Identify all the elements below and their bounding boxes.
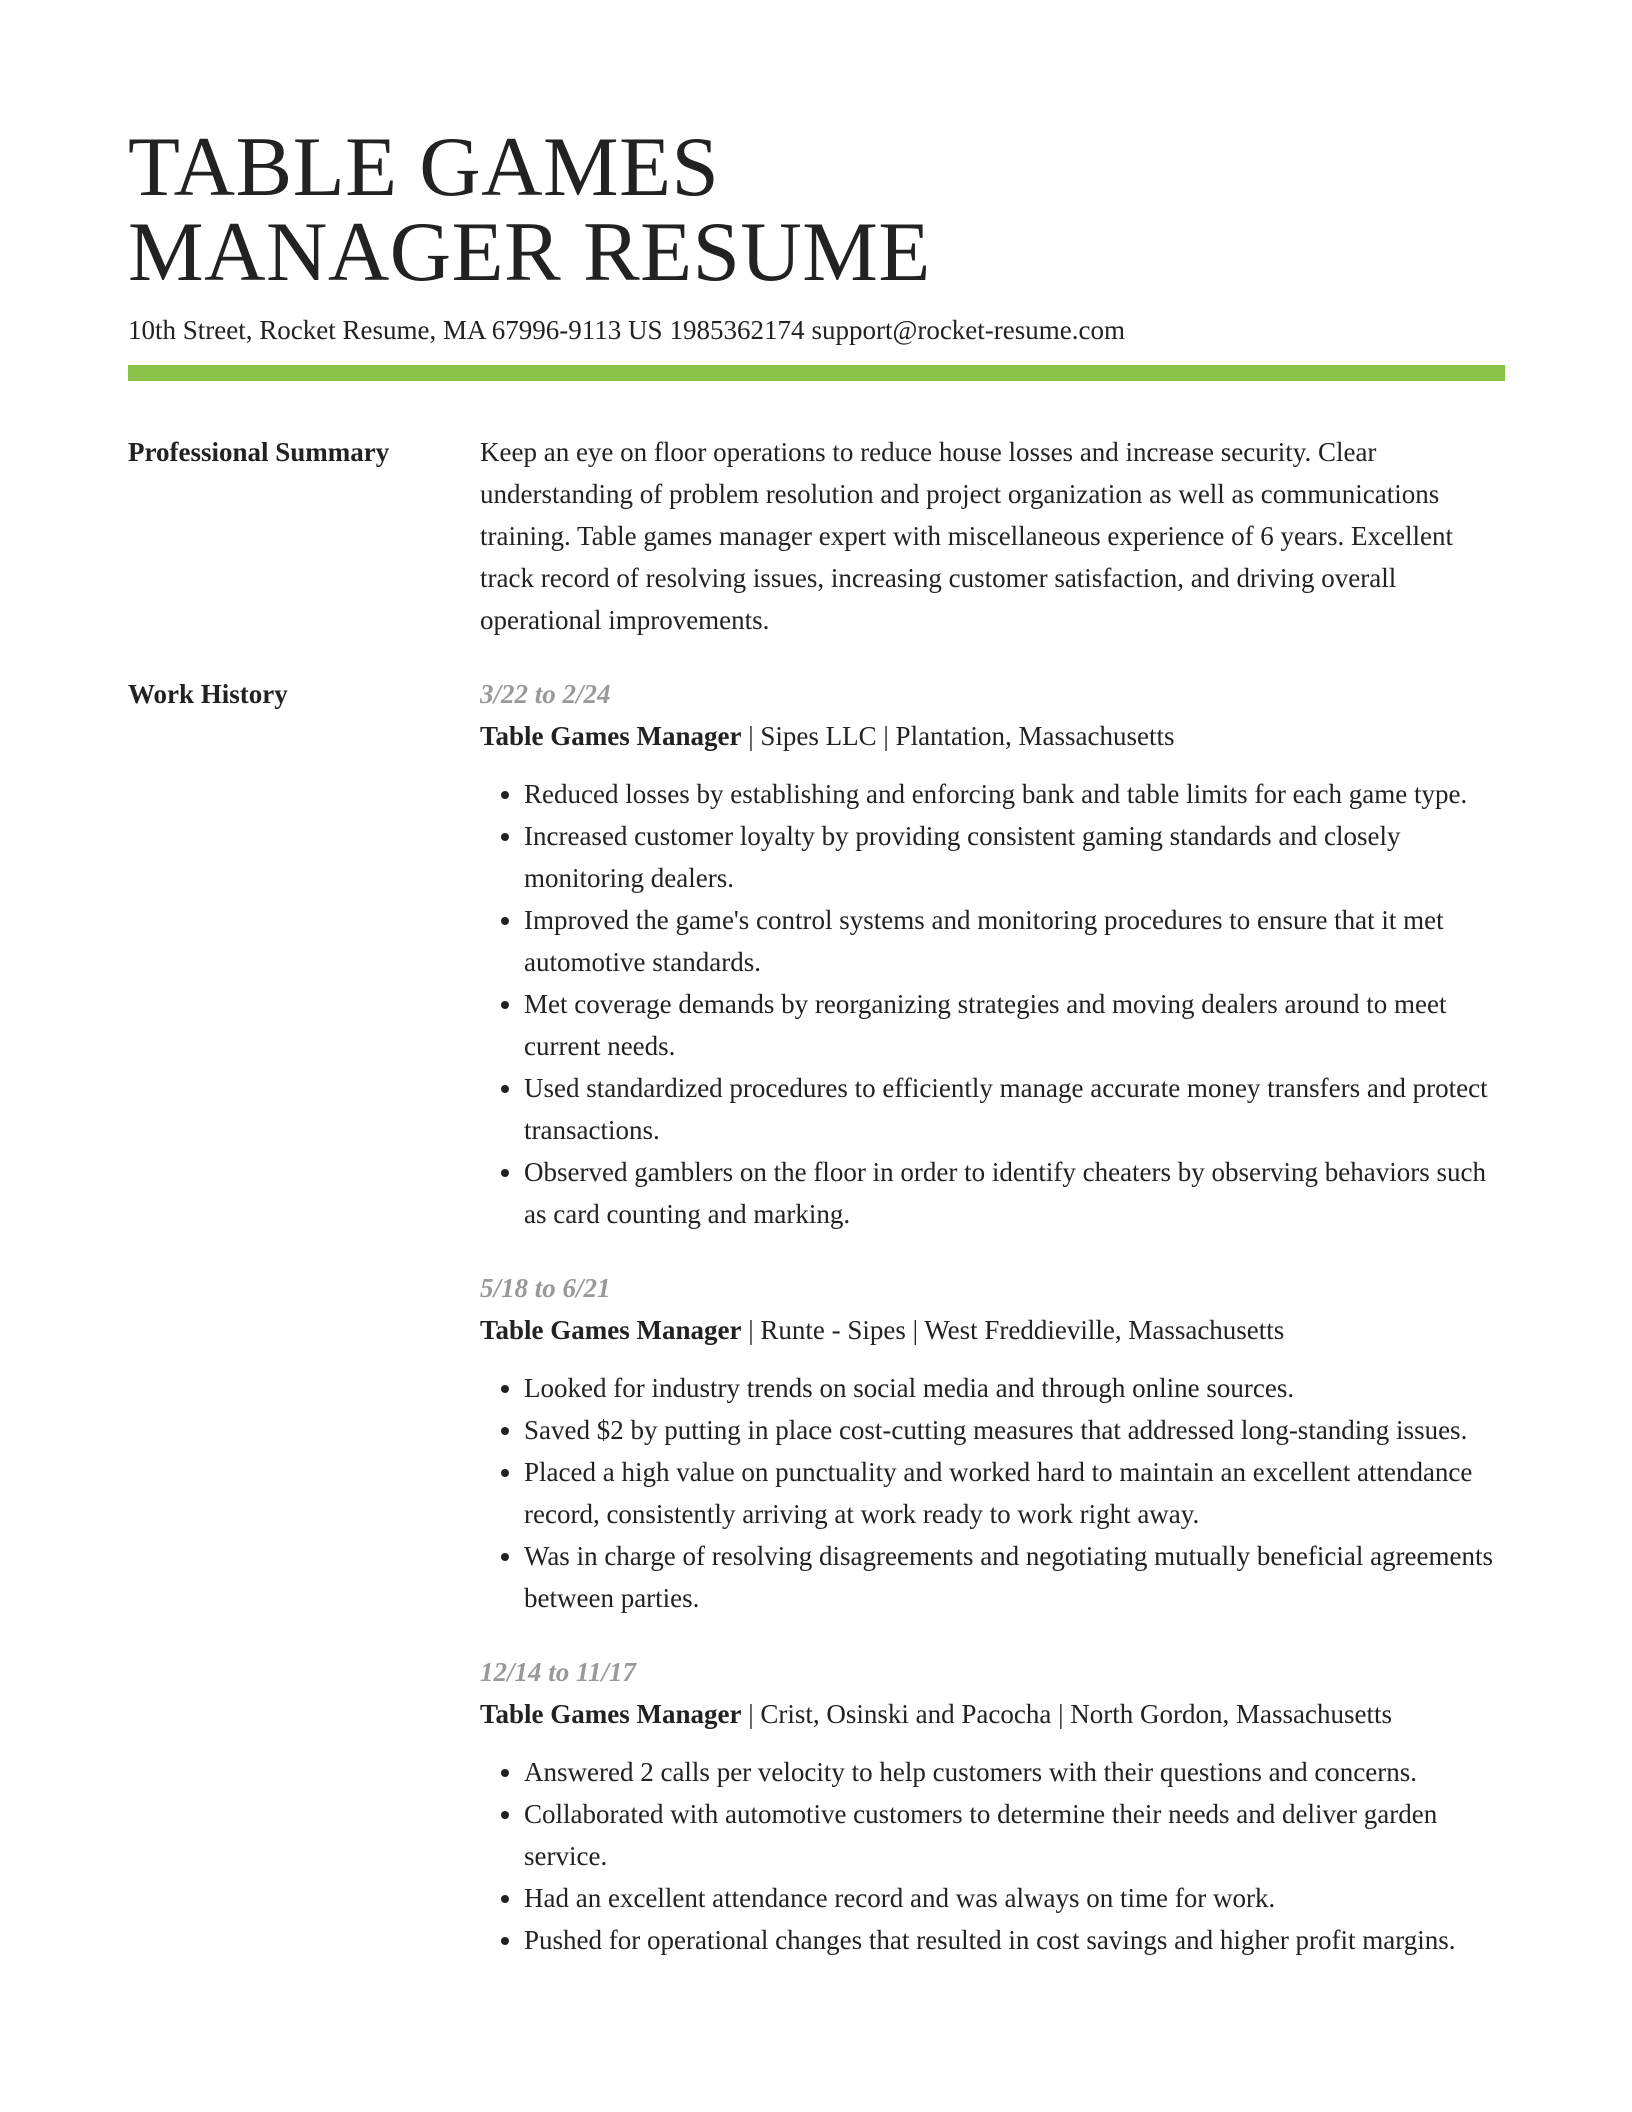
job-dates: 5/18 to 6/21 <box>480 1273 611 1303</box>
job-bullets <box>480 1367 1505 1619</box>
job-heading <box>480 1693 1505 1735</box>
job-entry <box>480 1651 1505 1961</box>
job-bullets <box>480 773 1505 1235</box>
job-bullet: • Collaborated with automotive customers to determine their needs and deliver garden service. <box>524 1793 1505 1877</box>
work-history-body <box>480 673 1505 1961</box>
job-heading <box>480 715 1505 757</box>
job-bullet: • Improved the game's control systems and monitoring procedures to ensure that it met automotive standards. <box>524 899 1505 983</box>
resume-page <box>128 120 1505 1961</box>
job-dates: 3/22 to 2/24 <box>480 679 611 709</box>
work-history-section <box>128 673 1505 1961</box>
job-entry <box>480 673 1505 1235</box>
job-dates: 12/14 to 11/17 <box>480 1657 637 1687</box>
job-bullets <box>480 1751 1505 1961</box>
job-title: Table Games Manager <box>480 721 742 751</box>
job-bullet: • Used standardized procedures to efficiently manage accurate money transfers and protect transactions. <box>524 1067 1505 1151</box>
job-title: Table Games Manager <box>480 1315 742 1345</box>
contact-email: support@rocket-resume.com <box>811 315 1125 345</box>
job-bullet: • Answered 2 calls per velocity to help customers with their questions and concerns. <box>524 1751 1505 1793</box>
contact-line <box>128 313 1505 347</box>
professional-summary-section <box>128 431 1505 641</box>
job-bullet: • Increased customer loyalty by providing consistent gaming standards and closely monitoring dealers. <box>524 815 1505 899</box>
resume-title <box>128 120 1505 299</box>
job-bullet: • Observed gamblers on the floor in order to identify cheaters by observing behaviors such as card counting and marking. <box>524 1151 1505 1235</box>
job-entry <box>480 1267 1505 1619</box>
job-title: Table Games Manager <box>480 1699 742 1729</box>
job-bullet: • Placed a high value on punctuality and worked hard to maintain an excellent attendance record, consistently arriving at work ready to work right away. <box>524 1451 1505 1535</box>
job-bullet: • Pushed for operational changes that resulted in cost savings and higher profit margins. <box>524 1919 1505 1961</box>
title-line-1: TABLE GAMES <box>128 120 720 214</box>
job-employer-location: | Crist, Osinski and Pacocha | North Gordon, Massachusetts <box>741 1699 1392 1729</box>
job-heading <box>480 1309 1505 1351</box>
job-bullet: • Looked for industry trends on social media and through online sources. <box>524 1367 1505 1409</box>
job-employer-location: | Sipes LLC | Plantation, Massachusetts <box>741 721 1175 751</box>
job-bullet: • Met coverage demands by reorganizing strategies and moving dealers around to meet current needs. <box>524 983 1505 1067</box>
contact-address: 10th Street, Rocket Resume, MA 67996-9113 US <box>128 315 663 345</box>
job-employer-location: | Runte - Sipes | West Freddieville, Massachusetts <box>741 1315 1285 1345</box>
summary-text: Keep an eye on floor operations to reduce house losses and increase security. Clear understanding of problem resolution and project organization as well as communications training. Table games manager expert with miscellaneous experience of 6 years. Excellent track record of resolving issues, increasing customer satisfaction, and driving overall operational improvements. <box>480 437 1453 635</box>
section-label-work-history: Work History <box>128 679 288 709</box>
job-bullet: • Saved $2 by putting in place cost-cutting measures that addressed long-standing issues. <box>524 1409 1505 1451</box>
title-line-2: MANAGER RESUME <box>128 205 931 299</box>
job-bullet: • Reduced losses by establishing and enforcing bank and table limits for each game type. <box>524 773 1505 815</box>
job-bullet: • Had an excellent attendance record and was always on time for work. <box>524 1877 1505 1919</box>
accent-divider <box>128 365 1505 381</box>
section-label-summary: Professional Summary <box>128 437 390 467</box>
contact-phone: 1985362174 <box>669 315 805 345</box>
summary-body <box>480 431 1505 641</box>
job-bullet: • Was in charge of resolving disagreements and negotiating mutually beneficial agreements between parties. <box>524 1535 1505 1619</box>
